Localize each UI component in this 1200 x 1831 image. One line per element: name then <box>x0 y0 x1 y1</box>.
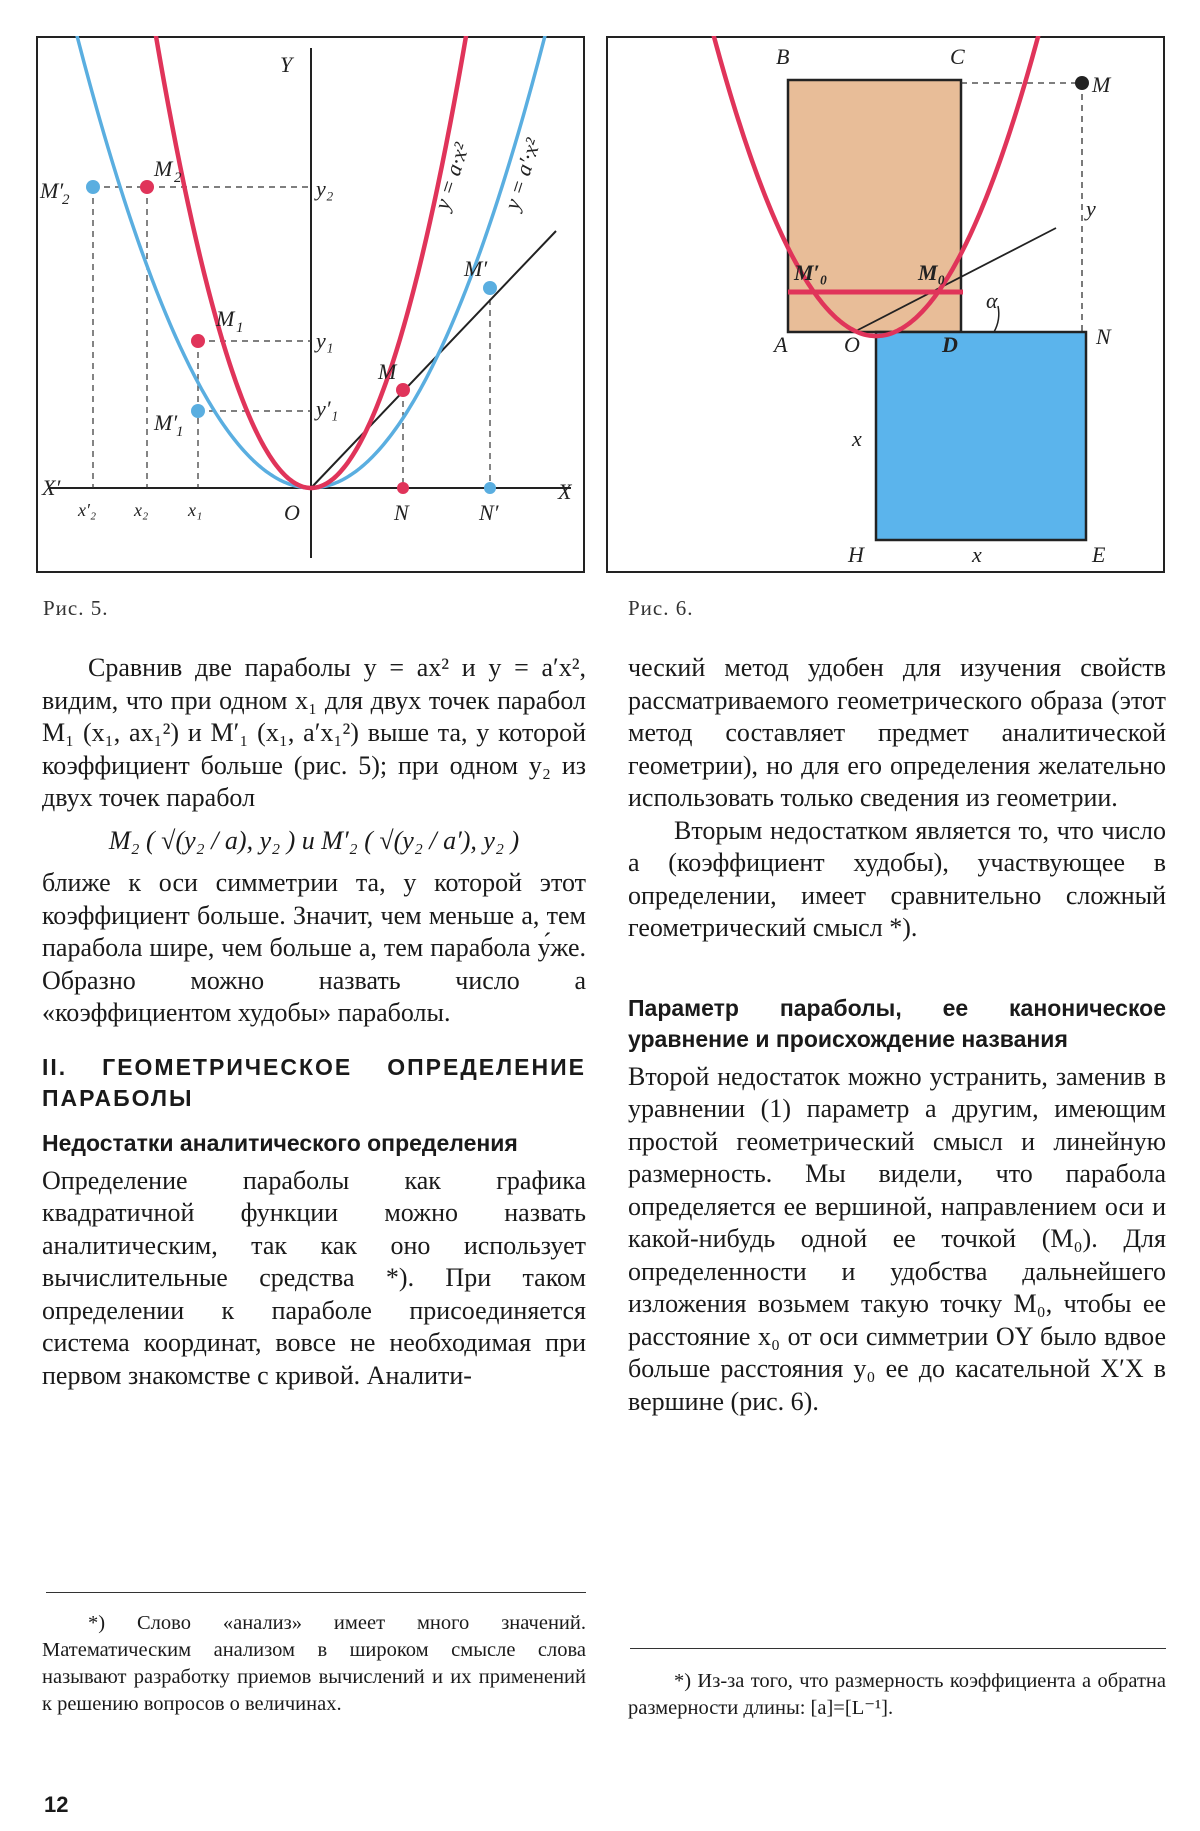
label-m: M <box>378 359 397 384</box>
label-curve-a-prime: y = a′·x² <box>498 135 546 213</box>
label-m2-prime: M′ <box>40 178 64 203</box>
label-b: B <box>776 44 790 69</box>
label-n: N <box>1096 324 1111 349</box>
label-x2-prime: x′₂ <box>78 500 97 520</box>
label-c: C <box>950 44 965 69</box>
point-m1-prime <box>191 404 205 418</box>
label-origin: O <box>284 500 300 525</box>
label-n-prime: N′ <box>479 500 499 525</box>
page-number: 12 <box>44 1792 69 1817</box>
label-o: O <box>844 332 860 357</box>
figure-5 <box>36 36 586 574</box>
label-y: y <box>1086 196 1096 221</box>
label-e: E <box>1092 542 1106 567</box>
label-x-side: x <box>852 426 862 451</box>
figure-6 <box>606 36 1166 574</box>
label-m1-prime: M′ <box>154 410 178 435</box>
label-h: H <box>848 542 864 567</box>
label-y2: y₂ <box>316 176 334 201</box>
formula-m2: M₂ ( √(y₂ / a), y₂ ) и M′₂ ( √(y₂ / a′), y₂ ) <box>108 825 520 855</box>
label-m-prime: M′ <box>464 256 488 281</box>
section-heading: II. ГЕОМЕТРИЧЕСКОЕ ОПРЕДЕЛЕНИЕ ПАРАБОЛЫ <box>42 1053 586 1111</box>
point-m1 <box>191 334 205 348</box>
label-y1-prime: y′₁ <box>316 396 339 421</box>
label-curve-a: y = a·x² <box>428 139 474 213</box>
point-m-fig6 <box>1075 76 1089 90</box>
point-m2-prime <box>86 180 100 194</box>
left-column <box>42 652 586 1392</box>
left-paragraph-2: ближе к оси симметрии та, у которой этот коэффициент больше. Значит, чем меньше a, тем парабола шире, чем больше a, тем парабола у́же. Образно можно назвать число a «коэффициентом худобы» параболы. <box>42 868 586 1027</box>
right-footnote: *) Из-за того, что размерность коэффициента a обратна размерности длины: [a]=[L⁻¹]. <box>628 1670 1166 1719</box>
label-m1: M <box>216 306 235 331</box>
label-x-prime: X′ <box>42 475 61 500</box>
label-d: D <box>942 332 958 357</box>
label-x1: x₁ <box>188 500 203 520</box>
right-paragraph-3: Второй недостаток можно устранить, заменив в уравнении (1) параметр a другим, имеющим простой геометрический смысл и линейную размерность. Мы видели, что парабола определяется ее вершиной, направлением оси и какой-нибудь одной ее точкой (M₀). Для определенности и удобства дальнейшего изложения возьмем такую точку M₀, чтобы ее расстояние x₀ от оси симметрии OY было вдвое больше расстояния y₀ ее до касательной X′X в вершине (рис. 6). <box>628 1061 1166 1416</box>
label-x-axis: X <box>558 479 572 504</box>
label-x2: x₂ <box>134 500 149 520</box>
right-footnote-rule <box>630 1648 1166 1649</box>
label-m: M <box>1092 72 1111 97</box>
label-m2: M <box>154 156 173 181</box>
label-y-axis: Y <box>280 52 293 77</box>
label-alpha: α <box>986 288 998 313</box>
square-dnhe <box>876 332 1086 540</box>
figure-6-caption: Рис. 6. <box>628 596 694 620</box>
dashed-guides <box>93 187 490 488</box>
label-m2-prime-sub: 2 <box>62 192 70 208</box>
label-m0-prime: M′₀ <box>794 260 828 285</box>
point-m-prime <box>483 281 497 295</box>
label-a: A <box>774 332 788 357</box>
right-paragraph-2: Вторым недостатком является то, что число a (коэффициент худобы), участвующее в определении, имеет сравнительно сложный геометрический смысл *). <box>628 815 1166 942</box>
chord-line <box>311 231 556 488</box>
left-footnote-rule <box>46 1592 586 1593</box>
label-m0: M₀ <box>918 260 946 285</box>
subheading-parameter: Параметр параболы, ее каноническое уравнение и происхождение названия <box>628 994 1166 1052</box>
left-footnote: *) Слово «анализ» имеет много значений. Математическим анализом в широком смысле слова называют разработку приемов вычислений и их применений к решению вопросов о величинах. <box>42 1612 586 1715</box>
left-paragraph-1: Сравнив две параболы y = ax² и y = a′x², видим, что при одном x₁ для двух точек парабол M₁ (x₁, ax₁²) и M′₁ (x₁, a′x₁²) выше та, у которой коэффициент больше (рис. 5); при одном y₂ из двух точек парабол <box>42 653 586 812</box>
left-paragraph-3: Определение параболы как графика квадратичной функции можно назвать аналитическим, так как оно использует вычислительные средства *). При таком определении к параболе присоединяется система координат, вовсе не необходимая при первом знакомстве с кривой. Аналити- <box>42 1165 586 1390</box>
point-m2 <box>140 180 154 194</box>
label-x-bottom: x <box>972 542 982 567</box>
label-y1: y₁ <box>316 328 334 353</box>
point-n-prime <box>484 482 496 494</box>
label-m2-sub: 2 <box>174 170 182 186</box>
right-column <box>628 652 1166 1418</box>
figure-5-caption: Рис. 5. <box>43 596 109 620</box>
label-n: N <box>394 500 409 525</box>
point-m <box>396 383 410 397</box>
point-n <box>397 482 409 494</box>
label-m1-sub: 1 <box>236 320 244 336</box>
right-paragraph-1: ческий метод удобен для изучения свойств рассматриваемого геометрического образа (этот метод составляет предмет аналитической геометрии), но для его определения желательно использовать только сведения из геометрии. <box>628 653 1166 812</box>
label-m1-prime-sub: 1 <box>176 424 184 440</box>
subheading-drawbacks: Недостатки аналитического определения <box>42 1129 518 1156</box>
